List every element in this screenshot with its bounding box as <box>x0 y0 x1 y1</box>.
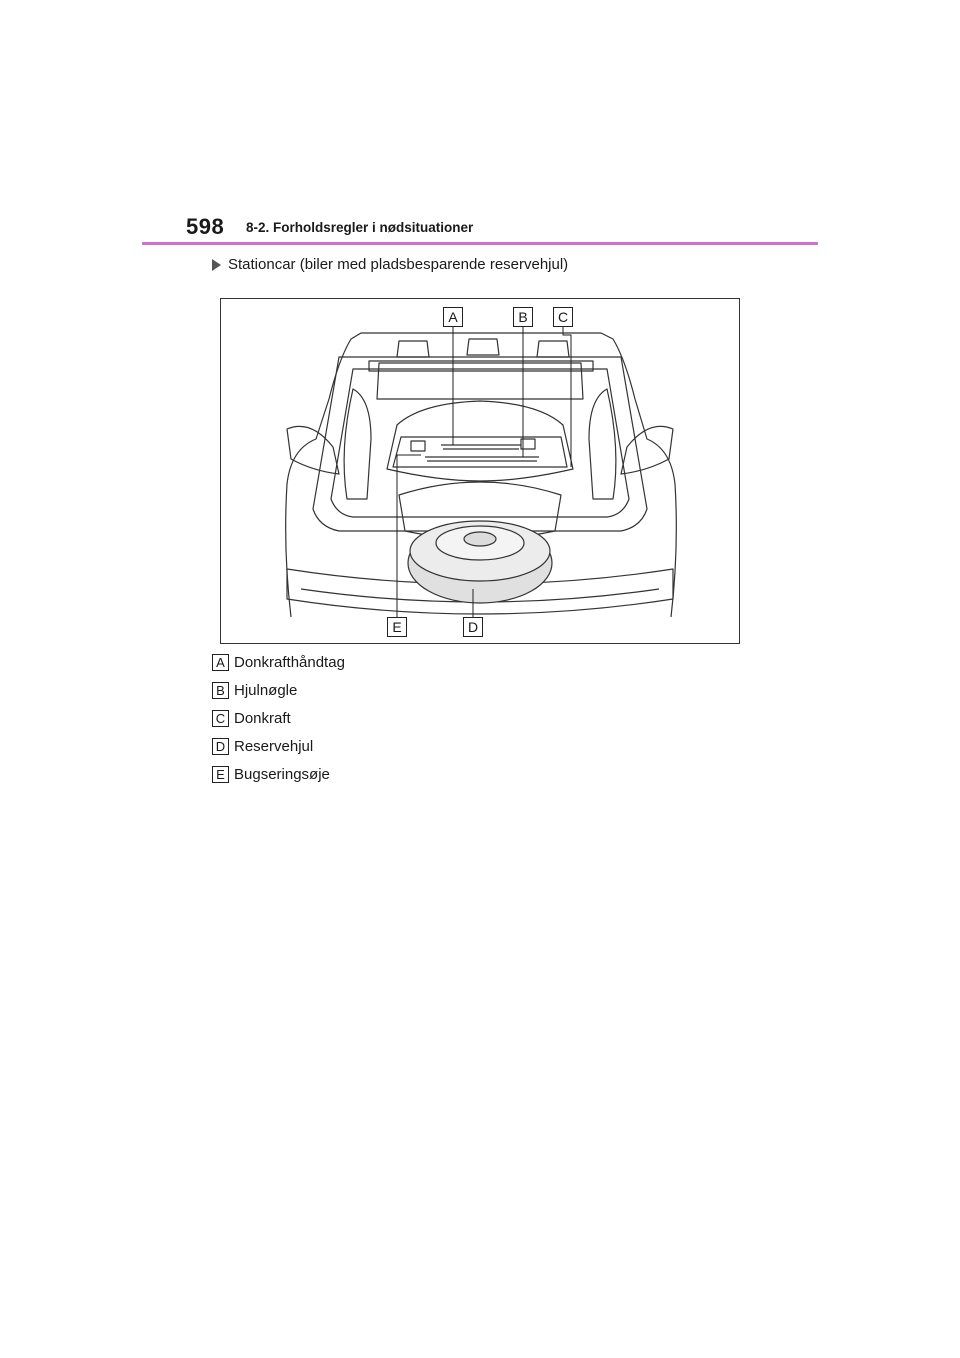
legend-item <box>212 704 345 732</box>
trunk-illustration <box>220 298 740 644</box>
tray-slot-left <box>411 441 425 451</box>
right-side-panel <box>589 389 616 499</box>
legend-item <box>212 760 345 788</box>
callout-a: A <box>443 307 463 327</box>
trunk-inner <box>331 369 629 517</box>
legend-item <box>212 732 345 760</box>
subheading <box>212 256 568 273</box>
page-number: 598 <box>186 214 225 239</box>
parts-legend <box>212 648 345 788</box>
callout-c: C <box>553 307 573 327</box>
legend-label: Donkraft <box>234 709 291 727</box>
triangle-arrow-icon <box>212 259 221 271</box>
legend-item <box>212 648 345 676</box>
right-tail-light <box>621 426 673 474</box>
headrest-left <box>397 341 429 357</box>
seat-back <box>377 363 583 399</box>
legend-key: D <box>212 738 229 755</box>
jack-handle <box>441 445 521 449</box>
car-trunk-drawing <box>221 299 739 643</box>
callout-e: E <box>387 617 407 637</box>
legend-key: E <box>212 766 229 783</box>
callout-d: D <box>463 617 483 637</box>
legend-item <box>212 676 345 704</box>
headrest-middle <box>467 339 499 355</box>
leader-e <box>397 455 421 617</box>
legend-label: Donkrafthåndtag <box>234 653 345 671</box>
wheel-wrench <box>425 457 539 461</box>
legend-key: C <box>212 710 229 727</box>
legend-label: Hjulnøgle <box>234 681 298 699</box>
section-title: 8-2. Forholdsregler i nødsituationer <box>246 220 474 235</box>
headrest-right <box>537 341 569 357</box>
legend-key: B <box>212 682 229 699</box>
legend-label: Reservehjul <box>234 737 314 755</box>
subheading-text: Stationcar (biler med pladsbesparende reservehjul) <box>228 256 569 273</box>
trunk-opening <box>313 357 647 531</box>
spare-tire <box>408 521 552 603</box>
left-side-panel <box>344 389 371 499</box>
legend-key: A <box>212 654 229 671</box>
callout-b: B <box>513 307 533 327</box>
legend-label: Bugseringsøje <box>234 765 330 783</box>
left-tail-light <box>287 426 339 474</box>
header-rule <box>142 242 818 245</box>
